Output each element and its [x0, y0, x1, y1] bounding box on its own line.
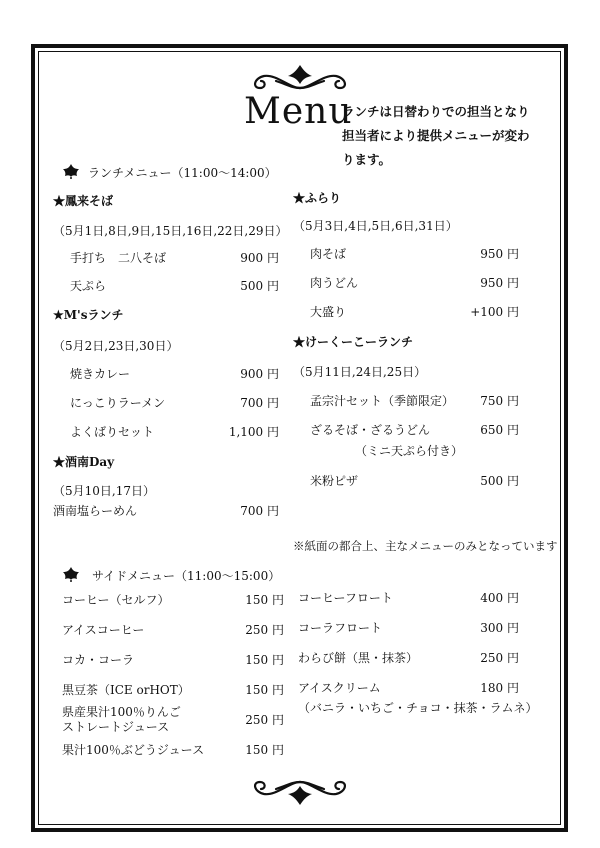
side-item-price: 250 円 — [480, 651, 519, 665]
group-name: ★けーくーこーランチ — [293, 335, 414, 349]
side-item-name: アイスクリーム — [298, 681, 381, 695]
side-item-name: アイスコーヒー — [62, 623, 145, 637]
menu-item-price: 900 円 — [240, 367, 279, 381]
group-name: ★M'sランチ — [53, 308, 124, 322]
menu-item-name: 孟宗汁セット（季節限定） — [310, 394, 455, 408]
menu-item-name: 肉そば — [310, 247, 347, 261]
side-item-name: コーラフロート — [298, 621, 383, 635]
menu-item-price: 700 円 — [240, 504, 279, 518]
menu-item-name: 大盛り — [310, 305, 347, 319]
menu-item-name: 米粉ピザ — [310, 474, 359, 488]
menu-item-price: 500 円 — [240, 279, 279, 293]
group-dates: （5月11日,24日,25日） — [293, 365, 427, 379]
side-item-name-line2: ストレートジュース — [62, 720, 170, 734]
group-dates: （5月10日,17日） — [53, 484, 155, 498]
menu-item-price: 1,100 円 — [228, 425, 279, 439]
menu-item-name: にっこりラーメン — [70, 396, 166, 410]
menu-item-price: +100 円 — [470, 305, 519, 319]
group-dates: （5月2日,23日,30日） — [53, 339, 179, 353]
side-item-price: 250 円 — [245, 713, 284, 727]
side-item-price: 400 円 — [480, 591, 519, 605]
side-item-name: 県産果汁100％りんご — [62, 705, 181, 719]
leaf-icon — [62, 163, 80, 179]
side-item-price: 150 円 — [245, 653, 284, 667]
menu-item-price: 700 円 — [240, 396, 279, 410]
group-dates: （5月1日,8日,9日,15日,16日,22日,29日） — [53, 224, 288, 238]
side-item-name: コーヒー（セルフ） — [62, 593, 170, 607]
side-item-name: コカ・コーラ — [62, 653, 135, 667]
menu-item-name: よくばりセット — [70, 425, 155, 439]
page-title: Menu — [244, 91, 353, 132]
footnote: ※紙面の都合上、主なメニューのみとなっています — [293, 539, 558, 553]
menu-item-name: 酒南塩らーめん — [53, 504, 138, 518]
ice-flavors: （バニラ・いちご・チョコ・抹茶・ラムネ） — [298, 701, 538, 715]
menu-item-name: 肉うどん — [310, 276, 359, 290]
menu-item-note: （ミニ天ぷら付き） — [355, 444, 464, 458]
menu-item-price: 950 円 — [480, 247, 519, 261]
menu-item-price: 950 円 — [480, 276, 519, 290]
side-item-price: 300 円 — [480, 621, 519, 635]
group-dates: （5月3日,4日,5日,6日,31日） — [293, 219, 458, 233]
top-ornament-icon — [246, 62, 354, 92]
side-item-name: コーヒーフロート — [298, 591, 393, 605]
group-name: ★ふらり — [293, 191, 342, 205]
menu-item-name: 天ぷら — [70, 279, 107, 293]
group-name: ★鳳来そば — [53, 194, 114, 208]
menu-item-price: 900 円 — [240, 251, 279, 265]
group-name: ★酒南Day — [53, 455, 115, 469]
side-item-name: 果汁100％ぶどうジュース — [62, 743, 205, 757]
leaf-icon — [62, 566, 80, 582]
side-item-price: 150 円 — [245, 743, 284, 757]
menu-item-name: 焼きカレー — [70, 367, 131, 381]
side-item-price: 180 円 — [480, 681, 519, 695]
side-item-name: わらび餅（黒・抹茶） — [298, 651, 419, 665]
side-item-price: 250 円 — [245, 623, 284, 637]
side-item-price: 150 円 — [245, 683, 284, 697]
side-item-name: 黒豆茶（ICE orHOT） — [62, 683, 190, 697]
lunch-notice: ランチは日替わりでの担当となり担当者により提供メニューが変わります。 — [342, 104, 530, 167]
menu-item-price: 750 円 — [480, 394, 519, 408]
side-heading: サイドメニュー（11:00〜15:00） — [92, 569, 281, 583]
menu-item-name: 手打ち 二八そば — [70, 251, 167, 265]
bottom-ornament-icon — [246, 778, 354, 808]
lunch-heading: ランチメニュー（11:00〜14:00） — [88, 166, 277, 180]
side-item-price: 150 円 — [245, 593, 284, 607]
menu-item-price: 650 円 — [480, 423, 519, 437]
menu-item-name: ざるそば・ざるうどん — [310, 423, 431, 437]
menu-item-price: 500 円 — [480, 474, 519, 488]
